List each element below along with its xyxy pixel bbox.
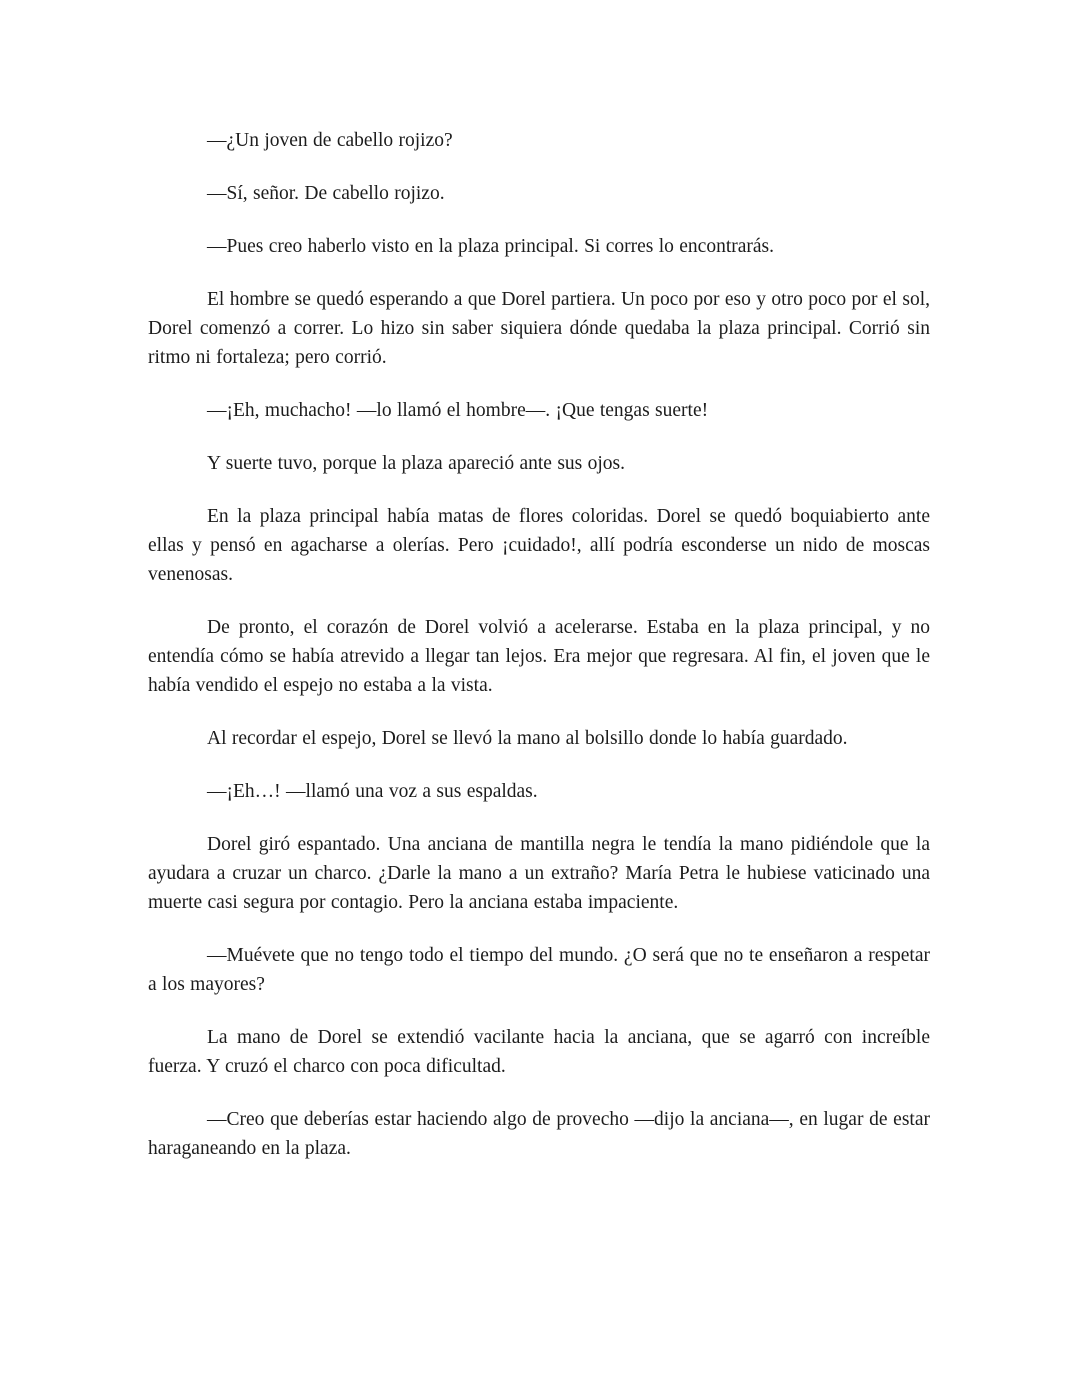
paragraph-dialogue: —Muévete que no tengo todo el tiempo del mundo. ¿O será que no te enseñaron a respetar a los mayores? [148, 945, 930, 995]
paragraph-narrative: Dorel giró espantado. Una anciana de mantilla negra le tendía la mano pidiéndole que la ayudara a cruzar un charco. ¿Darle la mano a un extraño? María Petra le hubiese vaticinado una muerte casi segura por contagio. Pero la anciana estaba impaciente. [148, 834, 930, 913]
paragraph-dialogue: —Sí, señor. De cabello rojizo. [207, 183, 445, 204]
paragraph-narrative: La mano de Dorel se extendió vacilante hacia la anciana, que se agarró con increíble fuerza. Y cruzó el charco con poca dificultad. [148, 1027, 930, 1077]
paragraph-narrative: El hombre se quedó esperando a que Dorel partiera. Un poco por eso y otro poco por el sol, Dorel comenzó a correr. Lo hizo sin saber siquiera dónde quedaba la plaza principal. Corrió sin ritmo ni fortaleza; pero corrió. [148, 289, 930, 368]
paragraph-dialogue: —¡Eh…! —llamó una voz a sus espaldas. [207, 781, 538, 802]
paragraph-narrative: De pronto, el corazón de Dorel volvió a acelerarse. Estaba en la plaza principal, y no entendía cómo se había atrevido a llegar tan lejos. Era mejor que regresara. Al fin, el joven que le había vendido el espejo no estaba a la vista. [148, 617, 930, 696]
paragraph-narrative: En la plaza principal había matas de flores coloridas. Dorel se quedó boquiabierto ante ellas y pensó en agacharse a olerías. Pero ¡cuidado!, allí podría esconderse un nido de moscas venenosas. [148, 506, 930, 585]
paragraph-narrative: Al recordar el espejo, Dorel se llevó la mano al bolsillo donde lo había guardado. [207, 728, 848, 749]
paragraph-dialogue: —¡Eh, muchacho! —lo llamó el hombre—. ¡Que tengas suerte! [207, 400, 709, 421]
paragraph-narrative: Y suerte tuvo, porque la plaza apareció ante sus ojos. [207, 453, 626, 474]
paragraph-dialogue: —Pues creo haberlo visto en la plaza principal. Si corres lo encontrarás. [207, 236, 775, 257]
paragraph-dialogue: —¿Un joven de cabello rojizo? [207, 130, 453, 151]
paragraph-dialogue: —Creo que deberías estar haciendo algo de provecho —dijo la anciana—, en lugar de estar haraganeando en la plaza. [148, 1109, 930, 1159]
